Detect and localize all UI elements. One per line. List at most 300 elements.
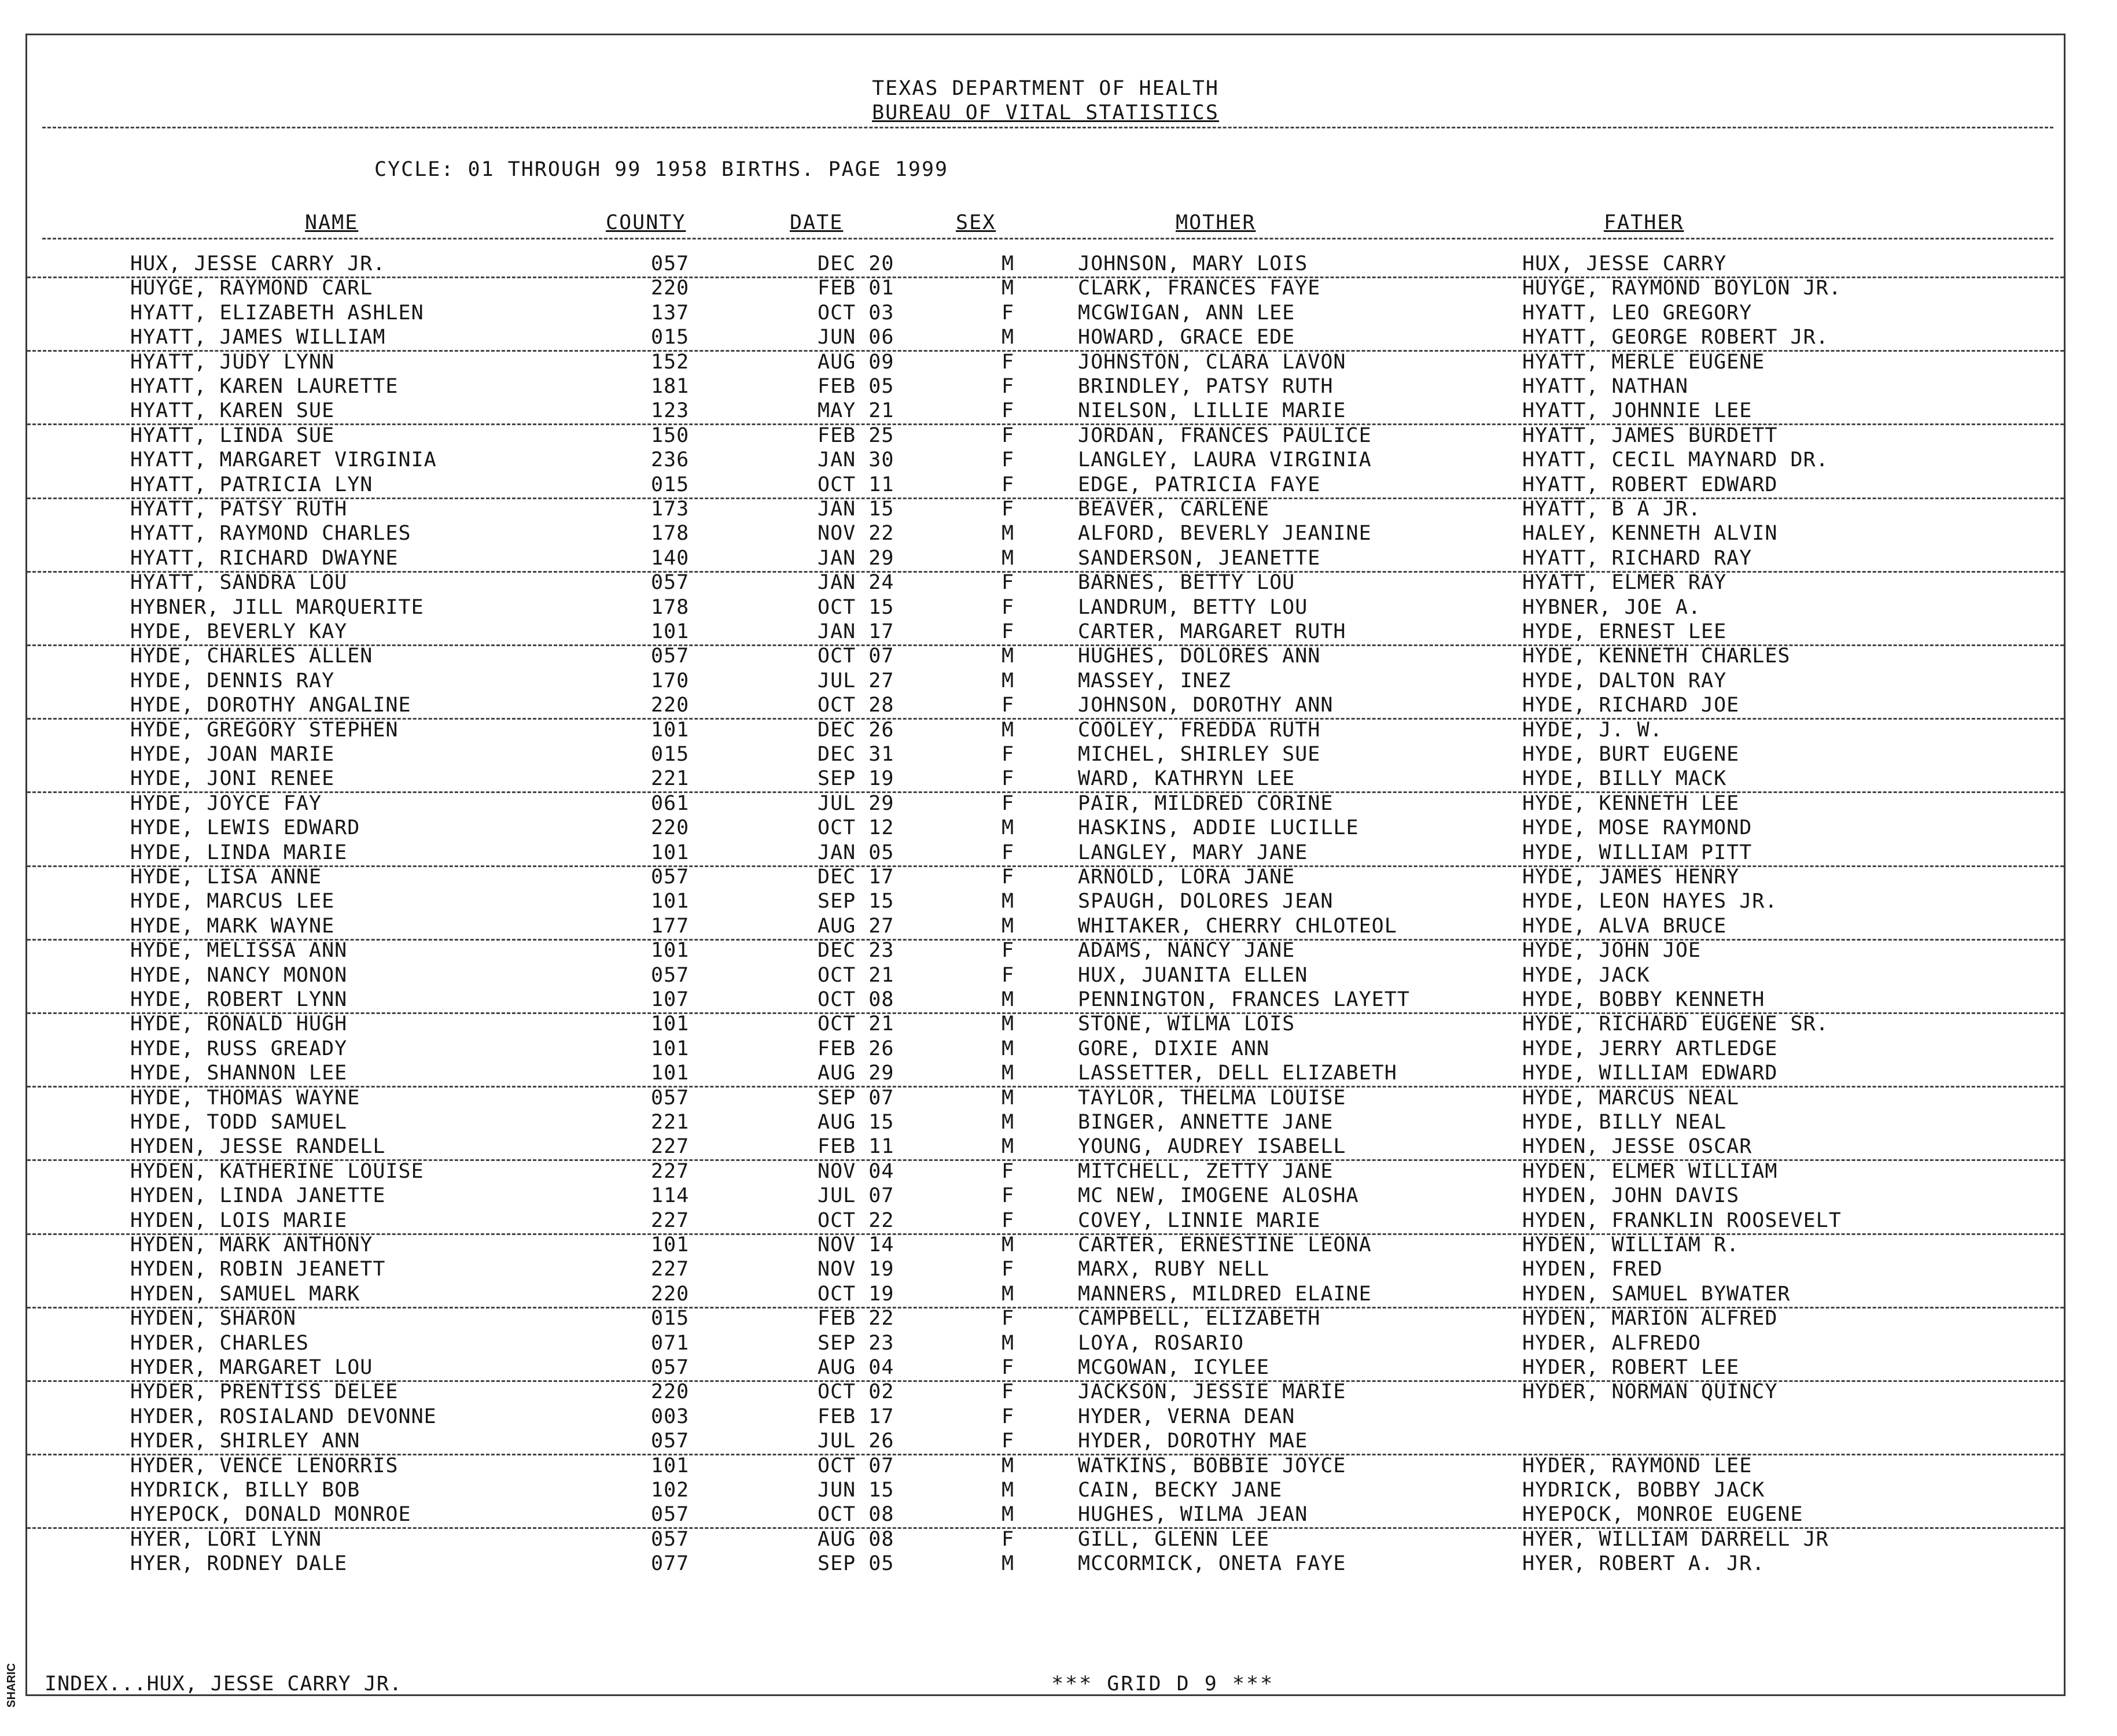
record-county: 057 xyxy=(651,1429,690,1453)
record-father: HYDE, BURT EUGENE xyxy=(1522,743,1740,766)
record-sex: F xyxy=(1002,595,1015,619)
record-county: 057 xyxy=(651,644,690,668)
record-date: FEB 26 xyxy=(818,1037,894,1060)
record-date: JAN 24 xyxy=(818,571,894,595)
record-county: 177 xyxy=(651,914,690,938)
record-father: HYER, ROBERT A. JR. xyxy=(1522,1552,1765,1576)
record-row xyxy=(27,571,2064,595)
record-mother: JOHNSTON, CLARA LAVON xyxy=(1078,350,1346,374)
record-date: FEB 17 xyxy=(818,1405,894,1428)
column-header-name: NAME xyxy=(305,211,359,234)
record-father: HYATT, MERLE EUGENE xyxy=(1522,350,1765,374)
record-father: HYDEN, MARION ALFRED xyxy=(1522,1307,1778,1330)
record-row xyxy=(27,792,2064,816)
record-sex: F xyxy=(1002,1356,1015,1379)
record-sex: F xyxy=(1002,791,1015,815)
record-sex: M xyxy=(1002,718,1015,742)
record-father: HYATT, ELMER RAY xyxy=(1522,571,1727,595)
agency-title: TEXAS DEPARTMENT OF HEALTH xyxy=(872,77,1219,100)
record-row xyxy=(27,1233,2064,1258)
record-date: OCT 28 xyxy=(818,694,894,717)
record-mother: SANDERSON, JEANETTE xyxy=(1078,546,1321,570)
record-mother: SPAUGH, DOLORES JEAN xyxy=(1078,890,1334,913)
record-date: JUL 07 xyxy=(818,1184,894,1208)
record-row xyxy=(27,743,2064,767)
record-name: HYDE, MELISSA ANN xyxy=(130,939,348,963)
record-name: HYDE, MARK WAYNE xyxy=(130,914,335,938)
record-mother: HUGHES, DOLORES ANN xyxy=(1078,644,1321,668)
record-row xyxy=(27,890,2064,914)
record-mother: ADAMS, NANCY JANE xyxy=(1078,939,1295,963)
record-row xyxy=(27,816,2064,841)
record-date: NOV 22 xyxy=(818,522,894,546)
record-father: HYDE, KENNETH CHARLES xyxy=(1522,644,1791,668)
record-name: HYDE, GREGORY STEPHEN xyxy=(130,718,399,742)
record-mother: BRINDLEY, PATSY RUTH xyxy=(1078,375,1334,398)
record-father: HYDE, RICHARD JOE xyxy=(1522,694,1740,717)
record-county: 101 xyxy=(651,718,690,742)
record-date: DEC 20 xyxy=(818,252,894,275)
record-name: HYDER, VENCE LENORRIS xyxy=(130,1454,399,1477)
record-county: 221 xyxy=(651,1111,690,1134)
record-mother: CAMPBELL, ELIZABETH xyxy=(1078,1307,1321,1330)
bureau-title: BUREAU OF VITAL STATISTICS xyxy=(872,101,1219,124)
record-date: OCT 15 xyxy=(818,595,894,619)
record-row xyxy=(27,1356,2064,1382)
record-county: 221 xyxy=(651,767,690,791)
record-sex: F xyxy=(1002,939,1015,963)
record-date: FEB 25 xyxy=(818,423,894,447)
record-name: HYDEN, SHARON xyxy=(130,1307,296,1330)
record-date: SEP 05 xyxy=(818,1552,894,1576)
column-header-sex: SEX xyxy=(956,211,996,234)
record-mother: LANDRUM, BETTY LOU xyxy=(1078,595,1308,619)
record-name: HYATT, JUDY LYNN xyxy=(130,350,335,374)
record-date: OCT 11 xyxy=(818,473,894,496)
record-row xyxy=(27,596,2064,620)
record-name: HYATT, LINDA SUE xyxy=(130,423,335,447)
record-mother: HYDER, VERNA DEAN xyxy=(1078,1405,1295,1428)
record-row xyxy=(27,915,2064,941)
record-sex: F xyxy=(1002,694,1015,717)
record-name: HYATT, ELIZABETH ASHLEN xyxy=(130,301,424,325)
record-sex: M xyxy=(1002,1111,1015,1134)
record-county: 003 xyxy=(651,1405,690,1428)
record-date: JUL 29 xyxy=(818,791,894,815)
record-mother: EDGE, PATRICIA FAYE xyxy=(1078,473,1321,496)
record-name: HYDE, LINDA MARIE xyxy=(130,841,348,864)
record-county: 220 xyxy=(651,694,690,717)
record-father: HYDE, JAMES HENRY xyxy=(1522,865,1740,889)
record-row xyxy=(27,1282,2064,1309)
record-row xyxy=(27,620,2064,646)
record-row xyxy=(27,1160,2064,1184)
record-row xyxy=(27,939,2064,963)
record-sex: M xyxy=(1002,1552,1015,1576)
record-county: 220 xyxy=(651,816,690,840)
record-sex: M xyxy=(1002,890,1015,913)
record-row xyxy=(27,399,2064,425)
record-mother: PENNINGTON, FRANCES LAYETT xyxy=(1078,988,1410,1011)
record-mother: HASKINS, ADDIE LUCILLE xyxy=(1078,816,1359,840)
record-sex: F xyxy=(1002,448,1015,472)
record-mother: HUGHES, WILMA JEAN xyxy=(1078,1503,1308,1527)
record-row xyxy=(27,1503,2064,1529)
record-row xyxy=(27,375,2064,399)
record-date: OCT 19 xyxy=(818,1282,894,1306)
record-name: HYDE, THOMAS WAYNE xyxy=(130,1086,360,1110)
record-date: AUG 04 xyxy=(818,1356,894,1379)
record-sex: M xyxy=(1002,644,1015,668)
record-county: 101 xyxy=(651,1012,690,1036)
record-date: JAN 05 xyxy=(818,841,894,864)
record-name: HYATT, RAYMOND CHARLES xyxy=(130,522,411,546)
record-date: NOV 14 xyxy=(818,1233,894,1256)
record-county: 181 xyxy=(651,375,690,398)
record-sex: F xyxy=(1002,350,1015,374)
record-name: HUX, JESSE CARRY JR. xyxy=(130,252,386,275)
record-row xyxy=(27,988,2064,1014)
record-name: HYDE, BEVERLY KAY xyxy=(130,620,348,643)
record-county: 061 xyxy=(651,791,690,815)
record-father: HYDE, RICHARD EUGENE SR. xyxy=(1522,1012,1829,1036)
record-date: AUG 15 xyxy=(818,1111,894,1134)
record-county: 101 xyxy=(651,841,690,864)
record-name: HYDER, SHIRLEY ANN xyxy=(130,1429,360,1453)
record-row xyxy=(27,1061,2064,1088)
record-father: HYER, WILLIAM DARRELL JR xyxy=(1522,1527,1829,1551)
record-mother: JORDAN, FRANCES PAULICE xyxy=(1078,423,1372,447)
record-father: HALEY, KENNETH ALVIN xyxy=(1522,522,1778,546)
record-sex: M xyxy=(1002,1061,1015,1085)
record-county: 077 xyxy=(651,1552,690,1576)
record-father: HYDE, DALTON RAY xyxy=(1522,669,1727,692)
record-date: MAY 21 xyxy=(818,399,894,423)
record-name: HYER, LORI LYNN xyxy=(130,1527,322,1551)
record-county: 152 xyxy=(651,350,690,374)
record-mother: JOHNSON, DOROTHY ANN xyxy=(1078,694,1334,717)
record-county: 101 xyxy=(651,1233,690,1256)
record-sex: F xyxy=(1002,865,1015,889)
record-county: 227 xyxy=(651,1258,690,1281)
record-father: HYDE, JACK xyxy=(1522,963,1650,987)
record-name: HYATT, PATSY RUTH xyxy=(130,497,348,521)
record-mother: HUX, JUANITA ELLEN xyxy=(1078,963,1308,987)
record-date: AUG 27 xyxy=(818,914,894,938)
record-father: HYDEN, ELMER WILLIAM xyxy=(1522,1159,1778,1183)
record-father: HYDEN, WILLIAM R. xyxy=(1522,1233,1740,1256)
record-row xyxy=(27,351,2064,375)
record-father: HYBNER, JOE A. xyxy=(1522,595,1702,619)
record-row xyxy=(27,1184,2064,1208)
record-sex: F xyxy=(1002,1429,1015,1453)
record-name: HYATT, RICHARD DWAYNE xyxy=(130,546,399,570)
record-sex: M xyxy=(1002,546,1015,570)
record-date: OCT 21 xyxy=(818,963,894,987)
record-county: 150 xyxy=(651,423,690,447)
record-county: 220 xyxy=(651,277,690,300)
record-county: 178 xyxy=(651,522,690,546)
record-name: HYDER, MARGARET LOU xyxy=(130,1356,373,1379)
record-name: HYATT, KAREN SUE xyxy=(130,399,335,423)
record-date: SEP 23 xyxy=(818,1331,894,1355)
record-mother: STONE, WILMA LOIS xyxy=(1078,1012,1295,1036)
record-date: OCT 07 xyxy=(818,644,894,668)
record-county: 057 xyxy=(651,571,690,595)
record-sex: M xyxy=(1002,252,1015,275)
record-row xyxy=(27,473,2064,499)
record-mother: MC NEW, IMOGENE ALOSHA xyxy=(1078,1184,1359,1208)
record-row xyxy=(27,301,2064,326)
record-county: 137 xyxy=(651,301,690,325)
record-row xyxy=(27,694,2064,720)
record-mother: MCCORMICK, ONETA FAYE xyxy=(1078,1552,1346,1576)
record-father: HYDE, BILLY MACK xyxy=(1522,767,1727,791)
record-father: HYATT, GEORGE ROBERT JR. xyxy=(1522,326,1829,349)
record-name: HYER, RODNEY DALE xyxy=(130,1552,348,1576)
record-county: 015 xyxy=(651,326,690,349)
record-row xyxy=(27,767,2064,793)
record-county: 107 xyxy=(651,988,690,1011)
record-county: 178 xyxy=(651,595,690,619)
record-row xyxy=(27,1454,2064,1479)
record-mother: CARTER, ERNESTINE LEONA xyxy=(1078,1233,1372,1256)
record-mother: LASSETTER, DELL ELIZABETH xyxy=(1078,1061,1397,1085)
record-mother: BINGER, ANNETTE JANE xyxy=(1078,1111,1334,1134)
record-name: HYDE, RUSS GREADY xyxy=(130,1037,348,1060)
record-sex: F xyxy=(1002,743,1015,766)
record-name: HYDE, NANCY MONON xyxy=(130,963,348,987)
record-father: HYATT, B A JR. xyxy=(1522,497,1702,521)
record-sex: M xyxy=(1002,1282,1015,1306)
record-father: HYDE, LEON HAYES JR. xyxy=(1522,890,1778,913)
record-county: 227 xyxy=(651,1159,690,1183)
record-mother: CARTER, MARGARET RUTH xyxy=(1078,620,1346,643)
record-father: HYDE, KENNETH LEE xyxy=(1522,791,1740,815)
record-name: HYDER, CHARLES xyxy=(130,1331,310,1355)
record-mother: LOYA, ROSARIO xyxy=(1078,1331,1244,1355)
record-row xyxy=(27,1479,2064,1503)
record-name: HYDE, JONI RENEE xyxy=(130,767,335,791)
header-divider xyxy=(42,127,2053,128)
record-mother: NIELSON, LILLIE MARIE xyxy=(1078,399,1346,423)
record-mother: YOUNG, AUDREY ISABELL xyxy=(1078,1135,1346,1159)
footer-grid: *** GRID D 9 *** xyxy=(1051,1672,1275,1696)
record-mother: HYDER, DOROTHY MAE xyxy=(1078,1429,1308,1453)
record-row xyxy=(27,497,2064,522)
record-father: HYDE, MOSE RAYMOND xyxy=(1522,816,1752,840)
record-name: HYDE, JOYCE FAY xyxy=(130,791,322,815)
record-county: 071 xyxy=(651,1331,690,1355)
record-county: 057 xyxy=(651,1356,690,1379)
record-name: HYATT, SANDRA LOU xyxy=(130,571,348,595)
record-name: HYBNER, JILL MARQUERITE xyxy=(130,595,424,619)
record-county: 227 xyxy=(651,1208,690,1232)
record-sex: F xyxy=(1002,1159,1015,1183)
record-sex: M xyxy=(1002,914,1015,938)
record-mother: BARNES, BETTY LOU xyxy=(1078,571,1295,595)
record-name: HYDEN, KATHERINE LOUISE xyxy=(130,1159,424,1183)
record-sex: F xyxy=(1002,1527,1015,1551)
record-sex: F xyxy=(1002,1405,1015,1428)
record-name: HYDEN, LOIS MARIE xyxy=(130,1208,348,1232)
record-sex: M xyxy=(1002,1086,1015,1110)
record-name: HYDE, LISA ANNE xyxy=(130,865,322,889)
record-mother: WARD, KATHRYN LEE xyxy=(1078,767,1295,791)
record-date: FEB 22 xyxy=(818,1307,894,1330)
record-father: HYDEN, JOHN DAVIS xyxy=(1522,1184,1740,1208)
record-county: 220 xyxy=(651,1380,690,1404)
record-father: HYATT, RICHARD RAY xyxy=(1522,546,1752,570)
record-row xyxy=(27,964,2064,988)
record-father: HYATT, NATHAN xyxy=(1522,375,1688,398)
record-father: HYDER, ALFREDO xyxy=(1522,1331,1702,1355)
record-date: OCT 03 xyxy=(818,301,894,325)
record-county: 057 xyxy=(651,1086,690,1110)
record-father: HYDE, BILLY NEAL xyxy=(1522,1111,1727,1134)
record-row xyxy=(27,326,2064,352)
record-mother: ALFORD, BEVERLY JEANINE xyxy=(1078,522,1372,546)
record-mother: MARX, RUBY NELL xyxy=(1078,1258,1270,1281)
record-county: 101 xyxy=(651,890,690,913)
record-father: HYDE, J. W. xyxy=(1522,718,1663,742)
record-sex: M xyxy=(1002,1135,1015,1159)
record-date: JAN 17 xyxy=(818,620,894,643)
record-sex: M xyxy=(1002,1012,1015,1036)
record-row xyxy=(27,1307,2064,1331)
record-father: HYDEN, FRANKLIN ROOSEVELT xyxy=(1522,1208,1842,1232)
record-sex: F xyxy=(1002,963,1015,987)
record-sex: M xyxy=(1002,1331,1015,1355)
record-mother: LANGLEY, MARY JANE xyxy=(1078,841,1308,864)
record-sex: M xyxy=(1002,988,1015,1011)
record-date: OCT 08 xyxy=(818,988,894,1011)
footer-index: INDEX...HUX, JESSE CARRY JR. xyxy=(45,1672,403,1696)
record-county: 057 xyxy=(651,1503,690,1527)
record-date: OCT 21 xyxy=(818,1012,894,1036)
record-father: HYEPOCK, MONROE EUGENE xyxy=(1522,1503,1803,1527)
record-name: HYDE, DOROTHY ANGALINE xyxy=(130,694,411,717)
record-row xyxy=(27,1429,2064,1455)
record-mother: WHITAKER, CHERRY CHLOTEOL xyxy=(1078,914,1397,938)
record-name: HYDE, JOAN MARIE xyxy=(130,743,335,766)
side-stamp xyxy=(1,1663,24,1712)
record-mother: MCGWIGAN, ANN LEE xyxy=(1078,301,1295,325)
record-name: HYDEN, MARK ANTHONY xyxy=(130,1233,373,1256)
record-sex: M xyxy=(1002,1454,1015,1477)
record-row xyxy=(27,1111,2064,1135)
record-county: 101 xyxy=(651,939,690,963)
record-name: HYDER, PRENTISS DELEE xyxy=(130,1380,399,1404)
record-county: 173 xyxy=(651,497,690,521)
record-sex: F xyxy=(1002,1307,1015,1330)
record-mother: MANNERS, MILDRED ELAINE xyxy=(1078,1282,1372,1306)
record-name: HYDE, DENNIS RAY xyxy=(130,669,335,692)
record-name: HYDER, ROSIALAND DEVONNE xyxy=(130,1405,437,1428)
record-mother: MITCHELL, ZETTY JANE xyxy=(1078,1159,1334,1183)
record-sex: F xyxy=(1002,841,1015,864)
record-father: HYDE, ALVA BRUCE xyxy=(1522,914,1727,938)
record-county: 057 xyxy=(651,963,690,987)
record-county: 220 xyxy=(651,1282,690,1306)
record-row xyxy=(27,277,2064,301)
record-name: HYDE, RONALD HUGH xyxy=(130,1012,348,1036)
record-date: SEP 07 xyxy=(818,1086,894,1110)
record-sex: M xyxy=(1002,326,1015,349)
record-row xyxy=(27,644,2064,669)
record-row xyxy=(27,865,2064,890)
record-father: HYATT, JOHNNIE LEE xyxy=(1522,399,1752,423)
record-mother: BEAVER, CARLENE xyxy=(1078,497,1270,521)
record-sex: F xyxy=(1002,301,1015,325)
record-name: HYDEN, JESSE RANDELL xyxy=(130,1135,386,1159)
record-mother: GILL, GLENN LEE xyxy=(1078,1527,1270,1551)
record-father: HYDE, BOBBY KENNETH xyxy=(1522,988,1765,1011)
record-father: HYDER, NORMAN QUINCY xyxy=(1522,1380,1778,1404)
column-header-divider xyxy=(42,238,2053,239)
record-sex: M xyxy=(1002,816,1015,840)
record-sex: M xyxy=(1002,1479,1015,1502)
record-row xyxy=(27,841,2064,867)
record-county: 114 xyxy=(651,1184,690,1208)
record-date: OCT 02 xyxy=(818,1380,894,1404)
record-county: 015 xyxy=(651,1307,690,1330)
record-name: HYDE, LEWIS EDWARD xyxy=(130,816,360,840)
record-date: AUG 29 xyxy=(818,1061,894,1085)
record-row xyxy=(27,448,2064,473)
record-row xyxy=(27,522,2064,546)
record-name: HYATT, JAMES WILLIAM xyxy=(130,326,386,349)
record-mother: CLARK, FRANCES FAYE xyxy=(1078,277,1321,300)
record-sex: M xyxy=(1002,1233,1015,1256)
record-sex: F xyxy=(1002,1184,1015,1208)
record-date: JAN 15 xyxy=(818,497,894,521)
record-date: DEC 23 xyxy=(818,939,894,963)
record-name: HYDE, ROBERT LYNN xyxy=(130,988,348,1011)
record-name: HYATT, PATRICIA LYN xyxy=(130,473,373,496)
record-row xyxy=(27,1528,2064,1552)
record-father: HYDE, ERNEST LEE xyxy=(1522,620,1727,643)
record-mother: LANGLEY, LAURA VIRGINIA xyxy=(1078,448,1372,472)
record-mother: WATKINS, BOBBIE JOYCE xyxy=(1078,1454,1346,1477)
record-date: DEC 26 xyxy=(818,718,894,742)
record-date: FEB 01 xyxy=(818,277,894,300)
record-date: JUL 26 xyxy=(818,1429,894,1453)
record-sex: M xyxy=(1002,1037,1015,1060)
record-date: SEP 19 xyxy=(818,767,894,791)
record-mother: MASSEY, INEZ xyxy=(1078,669,1231,692)
document-frame xyxy=(25,34,2066,1696)
record-sex: F xyxy=(1002,399,1015,423)
record-date: FEB 11 xyxy=(818,1135,894,1159)
record-father: HYDE, JERRY ARTLEDGE xyxy=(1522,1037,1778,1060)
record-sex: F xyxy=(1002,423,1015,447)
record-date: OCT 12 xyxy=(818,816,894,840)
record-row xyxy=(27,1086,2064,1111)
record-mother: JACKSON, JESSIE MARIE xyxy=(1078,1380,1346,1404)
record-mother: GORE, DIXIE ANN xyxy=(1078,1037,1270,1060)
record-row xyxy=(27,1552,2064,1576)
record-date: JAN 29 xyxy=(818,546,894,570)
record-sex: M xyxy=(1002,277,1015,300)
record-county: 102 xyxy=(651,1479,690,1502)
column-header-father: FATHER xyxy=(1604,211,1684,234)
record-father: HYATT, ROBERT EDWARD xyxy=(1522,473,1778,496)
record-county: 101 xyxy=(651,1061,690,1085)
record-county: 015 xyxy=(651,473,690,496)
record-mother: MICHEL, SHIRLEY SUE xyxy=(1078,743,1321,766)
record-date: DEC 17 xyxy=(818,865,894,889)
